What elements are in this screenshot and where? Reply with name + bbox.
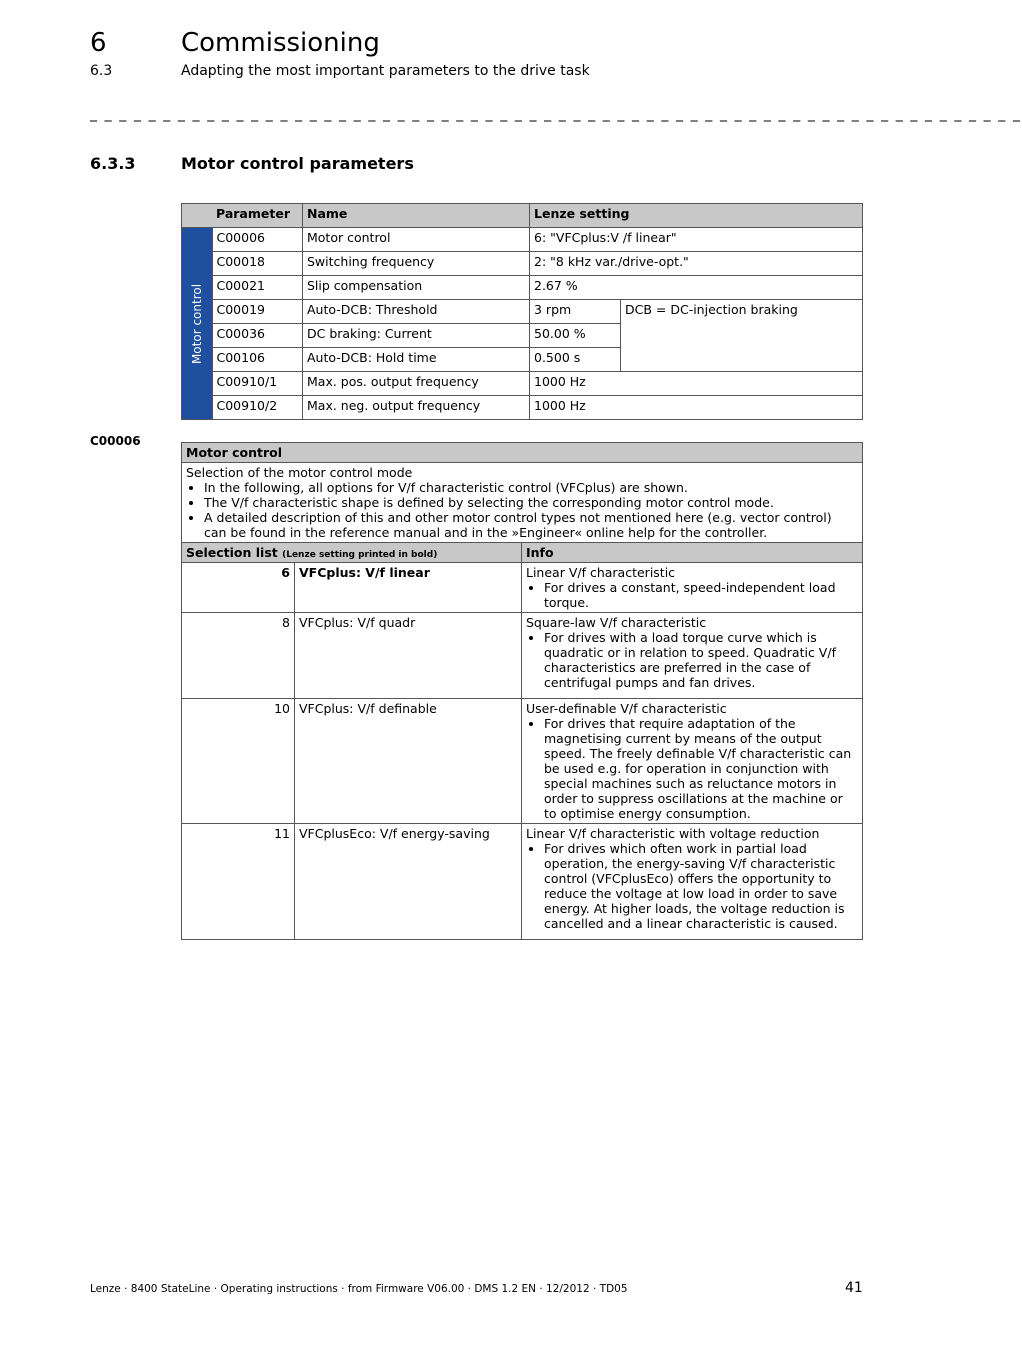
param-code: C00036 [212, 324, 303, 348]
param-name: Auto-DCB: Hold time [303, 348, 530, 372]
mc-bullet-list [186, 480, 858, 540]
param-code: C00006 [212, 228, 303, 252]
parameter-table [181, 203, 863, 420]
header-band-cell [182, 204, 213, 228]
param-setting: 50.00 % [530, 324, 621, 348]
parameter-table-header [182, 204, 863, 228]
param-code: C00018 [212, 252, 303, 276]
param-setting: 3 rpm [530, 300, 621, 324]
param-setting: 0.500 s [530, 348, 621, 372]
option-info [522, 699, 863, 824]
option-number: 6 [182, 563, 295, 613]
mc-bullet: • In the following, all options for V/f characteristic control (VFCplus) are shown. [204, 480, 858, 495]
param-setting: 6: "VFCplus:V /f linear" [530, 228, 863, 252]
motor-control-table [181, 442, 863, 940]
lenze-setting-note: (Lenze setting printed in bold) [282, 550, 438, 560]
param-code: C00910/2 [212, 396, 303, 420]
table-row [182, 824, 863, 940]
table-row [182, 276, 863, 300]
option-info-title: Linear V/f characteristic with voltage reduction [526, 826, 820, 841]
mc-selection-header [182, 543, 863, 563]
info-header: Info [522, 543, 863, 563]
col-parameter: Parameter [212, 204, 303, 228]
param-name: Motor control [303, 228, 530, 252]
mc-intro: Selection of the motor control mode [186, 465, 413, 480]
option-name: VFCplusEco: V/f energy-saving [295, 824, 522, 940]
param-setting: 2: "8 kHz var./drive-opt." [530, 252, 863, 276]
table-row [182, 300, 863, 324]
chapter-title: Commissioning [181, 28, 380, 58]
table-row [182, 228, 863, 252]
param-setting: 1000 Hz [530, 396, 863, 420]
option-number: 11 [182, 824, 295, 940]
mc-title-row [182, 443, 863, 463]
param-code: C00910/1 [212, 372, 303, 396]
option-info-title: Linear V/f characteristic [526, 565, 676, 580]
table-row [182, 372, 863, 396]
table-row [182, 396, 863, 420]
motor-control-band: Motor control [182, 228, 213, 420]
dcb-note: DCB = DC-injection braking [621, 300, 863, 372]
param-setting: 2.67 % [530, 276, 863, 300]
header-separator: _ _ _ _ _ _ _ _ _ _ _ _ _ _ _ _ _ _ _ _ _ _ _ _ _ _ _ _ _ _ _ _ _ _ _ _ _ _ _ _ _ _ _ _ _ _ _ _ _ _ _ _ _ _ _ _ _ _ _ _ _ _ _ _ [90, 106, 1022, 122]
option-info [522, 613, 863, 699]
mc-description [182, 463, 863, 543]
chapter-number: 6 [90, 28, 107, 58]
section-number: 6.3 [90, 63, 113, 79]
mc-description-row [182, 463, 863, 543]
param-name: Max. neg. output frequency [303, 396, 530, 420]
option-info-title: Square-law V/f characteristic [526, 615, 707, 630]
option-info [522, 824, 863, 940]
table-row [182, 613, 863, 699]
section-title: Adapting the most important parameters to the drive task [181, 63, 590, 79]
param-name: Max. pos. output frequency [303, 372, 530, 396]
param-code: C00019 [212, 300, 303, 324]
mc-bullet: • The V/f characteristic shape is defined by selecting the corresponding motor control mode. [204, 495, 858, 510]
param-name: Slip compensation [303, 276, 530, 300]
option-name: VFCplus: V/f definable [295, 699, 522, 824]
option-name: VFCplus: V/f linear [295, 563, 522, 613]
option-info [522, 563, 863, 613]
param-name: Switching frequency [303, 252, 530, 276]
mc-title: Motor control [182, 443, 863, 463]
option-info-bullet: • For drives with a load torque curve which is quadratic or in relation to speed. Quadratic V/f characteristics are preferred in the case of centrifugal pumps and fan drives. [544, 630, 858, 690]
table-row [182, 699, 863, 824]
selection-list-header: Selection list (Lenze setting printed in bold) [182, 543, 522, 563]
table-row [182, 252, 863, 276]
subsection-number: 6.3.3 [90, 154, 136, 173]
col-lenze-setting: Lenze setting [530, 204, 863, 228]
param-name: Auto-DCB: Threshold [303, 300, 530, 324]
option-name: VFCplus: V/f quadr [295, 613, 522, 699]
footer-text: Lenze · 8400 StateLine · Operating instructions · from Firmware V06.00 · DMS 1.2 EN · 12/2012 · TD05 [90, 1283, 628, 1295]
option-info-bullet: • For drives which often work in partial load operation, the energy-saving V/f characteristic control (VFCplusEco) offers the opportunity to reduce the voltage at low load in order to save energy. At higher loads, the voltage reduction is cancelled and a linear characteristic is caused. [544, 841, 858, 931]
param-code: C00106 [212, 348, 303, 372]
param-setting: 1000 Hz [530, 372, 863, 396]
option-info-bullet: • For drives that require adaptation of the magnetising current by means of the output speed. The freely definable V/f characteristic can be used e.g. for operation in conjunction with special machines such as reluctance motors in order to suppress oscillations at the machine or to optimise energy consumption. [544, 716, 858, 821]
option-info-title: User-definable V/f characteristic [526, 701, 727, 716]
option-number: 8 [182, 613, 295, 699]
option-number: 10 [182, 699, 295, 824]
option-info-bullet: • For drives a constant, speed-independent load torque. [544, 580, 858, 610]
param-code: C00021 [212, 276, 303, 300]
subsection-title: Motor control parameters [181, 154, 414, 173]
table-row [182, 563, 863, 613]
page-number: 41 [845, 1280, 863, 1296]
col-name: Name [303, 204, 530, 228]
mc-bullet: • A detailed description of this and other motor control types not mentioned here (e.g. vector control) can be found in the reference manual and in the »Engineer« online help for the controller. [204, 510, 858, 540]
param-name: DC braking: Current [303, 324, 530, 348]
c00006-label: C00006 [90, 434, 141, 448]
